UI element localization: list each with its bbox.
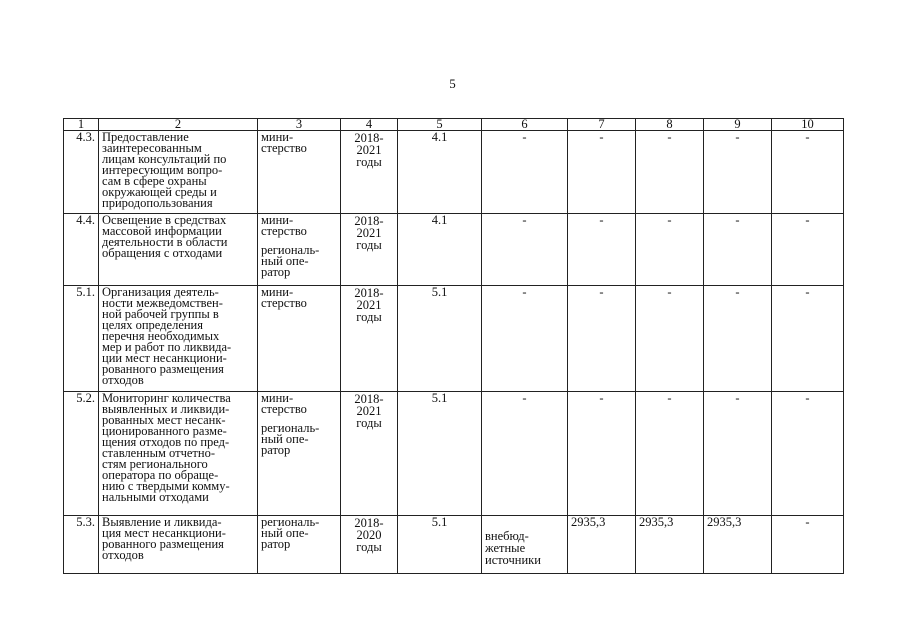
table-row (64, 516, 844, 574)
value-c9: - (704, 214, 772, 286)
description-line: ция мест несанкциони- (102, 526, 226, 540)
value-c9: - (704, 392, 772, 516)
header-cell: 9 (704, 119, 772, 131)
value-c10: - (772, 286, 844, 392)
executor-line: региональ- (261, 421, 320, 435)
header-cell: 7 (568, 119, 636, 131)
period-line: 2021 (356, 404, 382, 418)
description-line: Освещение в средствах (102, 213, 227, 227)
funding-source: - (482, 392, 568, 516)
target-indicator: 5.1 (398, 286, 482, 392)
executor-line: ный опе- (261, 526, 309, 540)
executor-line: мини- (261, 213, 294, 227)
executor-line: региональ- (261, 243, 320, 257)
value-c10: - (772, 516, 844, 574)
period-line: 2018- (354, 131, 384, 145)
table-row (64, 392, 844, 516)
value-c8: - (636, 131, 704, 214)
description-line: перечня необходимых (102, 329, 220, 343)
executor-line: ный опе- (261, 254, 309, 268)
target-indicator: 4.1 (398, 214, 482, 286)
executor-line: стерство (261, 402, 307, 416)
header-cell: 3 (258, 119, 341, 131)
target-indicator: 5.1 (398, 392, 482, 516)
value-c7: - (568, 286, 636, 392)
executor-cell (258, 392, 341, 516)
header-row (64, 119, 844, 131)
description-line: рованного размещения (102, 537, 224, 551)
measure-description (99, 286, 258, 392)
header-cell: 10 (772, 119, 844, 131)
header-cell: 8 (636, 119, 704, 131)
value-c8: 2935,3 (636, 516, 704, 574)
description-line: ной рабочей группы в (102, 307, 219, 321)
description-line: отходов (102, 548, 144, 562)
description-line: щения отходов по пред- (102, 435, 230, 449)
value-c10: - (772, 392, 844, 516)
period-line: годы (356, 540, 382, 554)
period-cell (341, 131, 398, 214)
value-c7: 2935,3 (568, 516, 636, 574)
value-c10: - (772, 214, 844, 286)
period-cell (341, 516, 398, 574)
executor-cell (258, 131, 341, 214)
period-line: 2021 (356, 298, 382, 312)
target-indicator: 4.1 (398, 131, 482, 214)
executor-line: стерство (261, 224, 307, 238)
executor-cell (258, 516, 341, 574)
period-line: годы (356, 155, 382, 169)
executor-line: ратор (261, 265, 291, 279)
period-line: годы (356, 310, 382, 324)
executor-line: мини- (261, 285, 294, 299)
header-cell: 5 (398, 119, 482, 131)
period-line: 2018- (354, 516, 384, 530)
value-c8: - (636, 286, 704, 392)
period-cell (341, 392, 398, 516)
period-cell (341, 214, 398, 286)
description-line: обращения с отходами (102, 246, 223, 260)
table-row (64, 131, 844, 214)
funding-source: - (482, 214, 568, 286)
description-line: нию с твердыми комму- (102, 479, 230, 493)
description-line: массовой информации (102, 224, 222, 238)
table-row (64, 214, 844, 286)
description-line: ции мест несанкциони- (102, 351, 227, 365)
row-number: 5.1. (64, 286, 99, 392)
executor-line: ратор (261, 443, 291, 457)
description-line: Мониторинг количества (102, 391, 231, 405)
header-cell: 4 (341, 119, 398, 131)
measures-table (63, 118, 844, 574)
period-line: 2018- (354, 214, 384, 228)
description-line: деятельности в области (102, 235, 228, 249)
value-c7: - (568, 214, 636, 286)
description-line: выявленных и ликвиди- (102, 402, 230, 416)
description-line: Организация деятель- (102, 285, 219, 299)
value-c8: - (636, 214, 704, 286)
measure-description (99, 392, 258, 516)
period-line: 2020 (356, 528, 382, 542)
description-line: отходов (102, 373, 144, 387)
header-cell: 2 (99, 119, 258, 131)
row-number: 4.4. (64, 214, 99, 286)
executor-line: мини- (261, 130, 294, 144)
executor-line: стерство (261, 296, 307, 310)
value-c9: - (704, 286, 772, 392)
description-line: ности межведомствен- (102, 296, 223, 310)
value-c10: - (772, 131, 844, 214)
funding-source: - (482, 286, 568, 392)
header-cell: 1 (64, 119, 99, 131)
measure-description (99, 214, 258, 286)
target-indicator: 5.1 (398, 516, 482, 574)
period-line: годы (356, 416, 382, 430)
row-number: 5.3. (64, 516, 99, 574)
value-c8: - (636, 392, 704, 516)
description-line: Выявление и ликвида- (102, 515, 222, 529)
row-number: 5.2. (64, 392, 99, 516)
header-cell: 6 (482, 119, 568, 131)
executor-line: региональ- (261, 515, 320, 529)
description-line: оператора по обраще- (102, 468, 219, 482)
funding-source: - (482, 131, 568, 214)
executor-line: стерство (261, 141, 307, 155)
row-number: 4.3. (64, 131, 99, 214)
description-line: рованного размещения (102, 362, 224, 376)
description-line: лицам консультаций по (102, 152, 227, 166)
description-line: ставленным отчетно- (102, 446, 215, 460)
measure-description (99, 516, 258, 574)
period-cell (341, 286, 398, 392)
value-c7: - (568, 392, 636, 516)
measure-description (99, 131, 258, 214)
value-c9: - (704, 131, 772, 214)
executor-cell (258, 286, 341, 392)
table-row (64, 286, 844, 392)
description-line: нальными отходами (102, 490, 209, 504)
period-line: годы (356, 238, 382, 252)
description-line: интересующим вопро- (102, 163, 223, 177)
period-line: 2018- (354, 392, 384, 406)
value-c7: - (568, 131, 636, 214)
executor-line: ный опе- (261, 432, 309, 446)
description-line: заинтересованным (102, 141, 202, 155)
description-line: природопользования (102, 196, 213, 210)
description-line: целях определения (102, 318, 203, 332)
executor-line: мини- (261, 391, 294, 405)
page-number: 5 (449, 76, 456, 91)
description-line: рованных мест несанк- (102, 413, 226, 427)
period-line: 2018- (354, 286, 384, 300)
executor-line: ратор (261, 537, 291, 551)
executor-cell (258, 214, 341, 286)
description-line: ционированного разме- (102, 424, 227, 438)
description-line: окружающей среды и (102, 185, 217, 199)
description-line: сам в сфере охраны (102, 174, 207, 188)
description-line: стям регионального (102, 457, 208, 471)
period-line: 2021 (356, 143, 382, 157)
description-line: Предоставление (102, 130, 189, 144)
description-line: мер и работ по ликвида- (102, 340, 232, 354)
period-line: 2021 (356, 226, 382, 240)
funding-source: внебюд- жетные источники (482, 516, 568, 574)
value-c9: 2935,3 (704, 516, 772, 574)
